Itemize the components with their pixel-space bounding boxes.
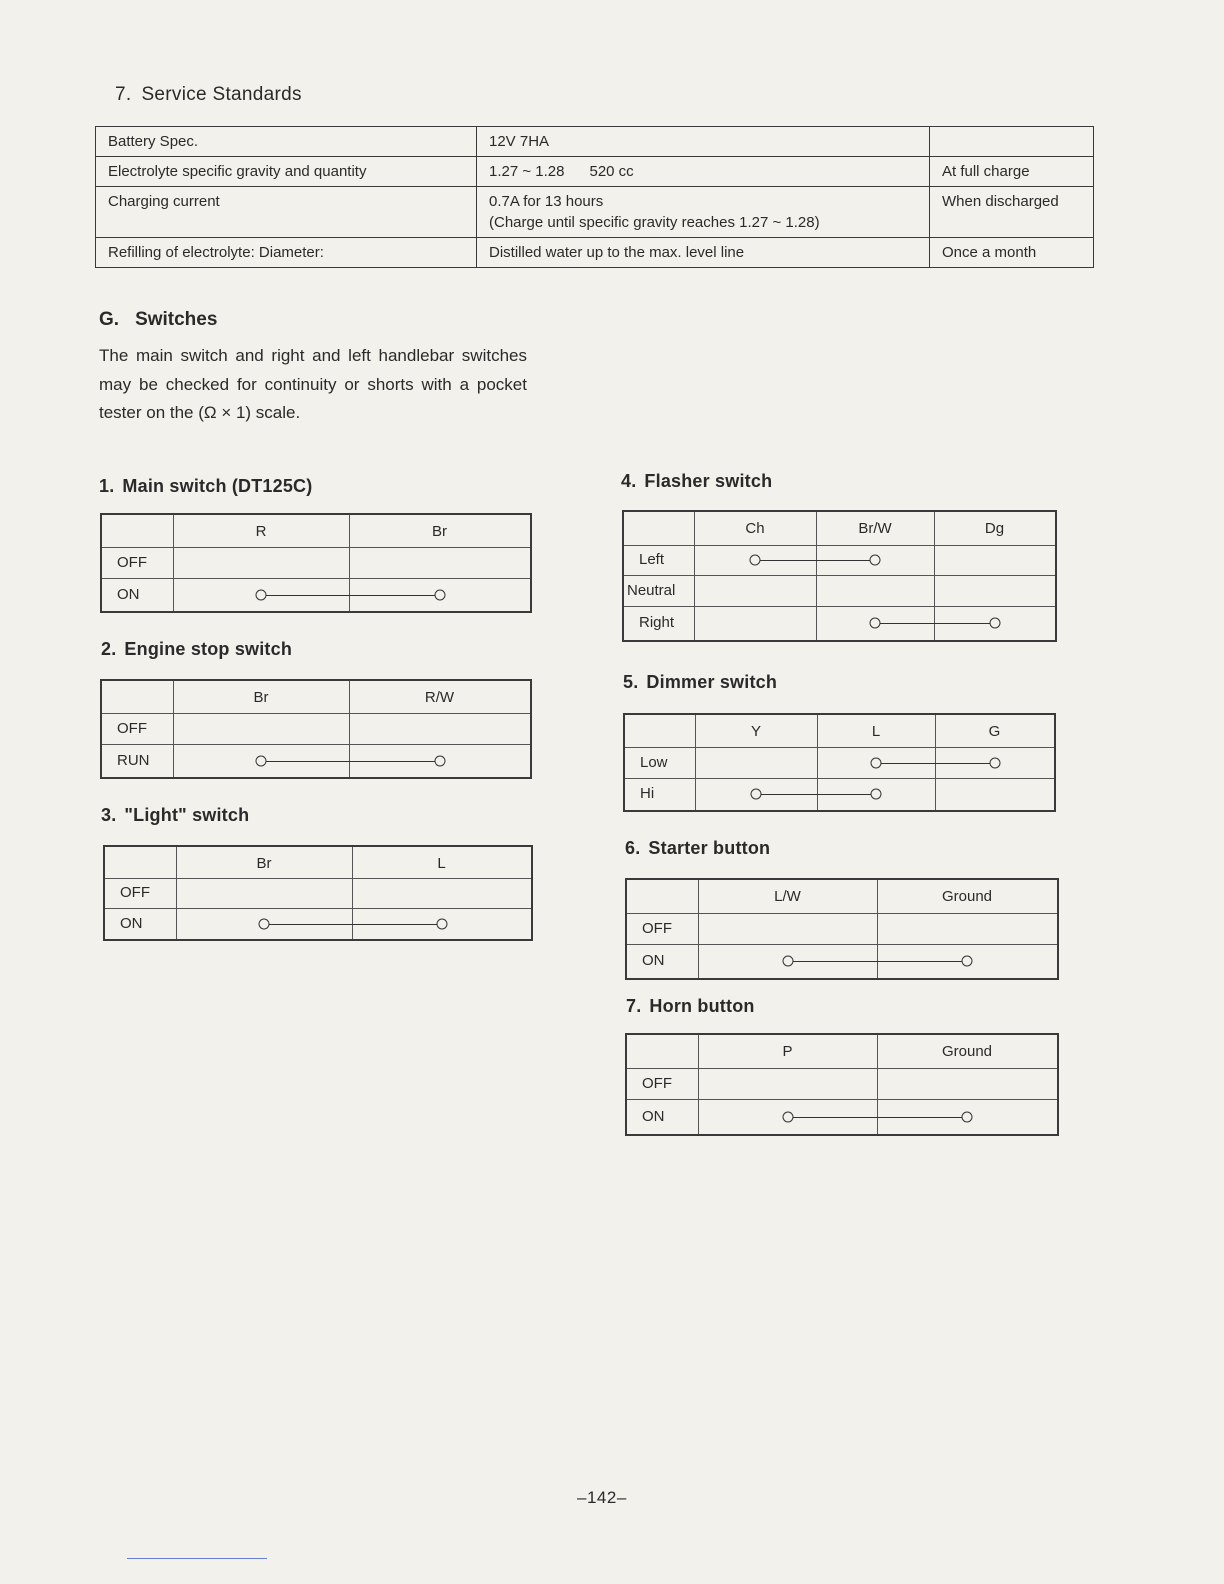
column-header: L/W (774, 888, 801, 905)
column-divider (934, 512, 935, 640)
light-switch-table (103, 845, 533, 941)
row-label: OFF (642, 1074, 672, 1092)
row-divider (627, 1068, 1057, 1069)
column-header: Y (750, 723, 762, 740)
column-divider (352, 847, 353, 939)
starter-button-table (625, 878, 1059, 980)
column-divider (695, 715, 696, 810)
title-text: Engine stop switch (124, 639, 293, 659)
terminal-node (782, 1111, 793, 1122)
terminal-node (870, 618, 881, 629)
column-divider (816, 512, 817, 640)
table-cell (930, 127, 1094, 157)
row-label: RUN (117, 751, 150, 769)
table-cell: When discharged (930, 187, 1094, 238)
continuity-line (261, 761, 440, 762)
starter-button-title (625, 838, 770, 859)
row-divider (625, 778, 1054, 779)
table-cell: 1.27 ~ 1.28 520 cc (477, 157, 930, 187)
row-label: ON (120, 914, 143, 932)
flasher-switch-table (622, 510, 1057, 642)
terminal-node (436, 918, 447, 929)
title-number: 2. (101, 639, 117, 659)
footer-rule (127, 1558, 267, 1559)
row-divider (624, 606, 1055, 607)
row-divider (627, 1099, 1057, 1100)
section-letter: G. (99, 309, 120, 330)
column-divider (698, 1035, 699, 1134)
column-divider (877, 1035, 878, 1134)
terminal-node (871, 757, 882, 768)
table-row (96, 127, 1094, 157)
row-label: OFF (117, 553, 147, 571)
title-number: 6. (625, 838, 641, 858)
service-standards-table (95, 126, 1094, 268)
continuity-line (755, 560, 875, 561)
row-divider (102, 578, 530, 579)
title-text: Flasher switch (644, 471, 773, 491)
title-number: 1. (99, 476, 115, 496)
column-header: Ch (745, 520, 765, 537)
section-title: Switches (135, 309, 218, 330)
title-text: "Light" switch (124, 805, 250, 825)
row-label: Low (640, 753, 668, 771)
light-switch-title (101, 805, 249, 826)
row-label: ON (642, 1107, 665, 1125)
section-number: 7. (115, 84, 132, 105)
row-divider (624, 575, 1055, 576)
table-cell: Charging current (96, 187, 477, 238)
row-divider (624, 545, 1055, 546)
continuity-line (264, 924, 442, 925)
title-number: 7. (626, 996, 642, 1016)
column-header: Dg (984, 520, 1005, 537)
column-divider (817, 715, 818, 810)
column-divider (349, 681, 350, 777)
column-divider (173, 681, 174, 777)
terminal-node (989, 757, 1000, 768)
terminal-node (259, 918, 270, 929)
continuity-line (788, 1117, 968, 1118)
title-number: 4. (621, 471, 637, 491)
main-switch-table (100, 513, 532, 613)
title-number: 3. (101, 805, 117, 825)
row-divider (105, 908, 531, 909)
column-header: Br (432, 523, 447, 540)
table-cell: Refilling of electrolyte: Diameter: (96, 238, 477, 268)
title-text: Starter button (648, 838, 771, 858)
row-label: OFF (120, 884, 150, 901)
table-row (96, 187, 1094, 238)
column-header: Ground (941, 888, 993, 905)
terminal-node (256, 589, 267, 600)
terminal-node (870, 555, 881, 566)
row-label: OFF (117, 719, 147, 737)
row-divider (102, 744, 530, 745)
continuity-line (788, 961, 968, 962)
column-header: Ground (941, 1043, 993, 1060)
table-cell: Battery Spec. (96, 127, 477, 157)
cell-line: (Charge until specific gravity reaches 1.27 ~ 1.28) (489, 214, 820, 231)
continuity-line (876, 763, 995, 764)
terminal-node (782, 956, 793, 967)
title-number: 5. (623, 672, 639, 692)
terminal-node (750, 555, 761, 566)
column-divider (694, 512, 695, 640)
horn-button-title (626, 996, 755, 1017)
continuity-line (756, 794, 876, 795)
column-divider (349, 515, 350, 611)
horn-button-table (625, 1033, 1059, 1136)
continuity-line (875, 623, 995, 624)
row-label: Neutral (627, 581, 676, 599)
row-label: OFF (642, 919, 672, 937)
flasher-switch-title (621, 471, 772, 492)
section-title: Service Standards (141, 84, 302, 105)
row-divider (627, 913, 1057, 914)
row-label: ON (117, 585, 140, 603)
table-cell: Distilled water up to the max. level line (477, 238, 930, 268)
column-header: Br (253, 689, 269, 706)
terminal-node (989, 618, 1000, 629)
terminal-node (751, 789, 762, 800)
title-text: Horn button (649, 996, 755, 1016)
cell-line: 0.7A for 13 hours (489, 193, 604, 210)
table-cell (477, 187, 930, 238)
table-row (96, 238, 1094, 268)
row-label: ON (642, 952, 665, 969)
terminal-node (256, 755, 267, 766)
column-header: Br (256, 855, 272, 872)
switches-heading (99, 309, 217, 331)
terminal-node (962, 1111, 973, 1122)
row-label: Right (639, 614, 675, 631)
column-header: R/W (424, 689, 455, 706)
dimmer-switch-table (623, 713, 1056, 812)
column-header: G (988, 723, 1001, 740)
page-number: –142– (577, 1488, 627, 1507)
column-header: Br/W (858, 520, 892, 537)
title-text: Main switch (DT125C) (122, 476, 313, 496)
dimmer-switch-title (623, 672, 777, 693)
terminal-node (434, 589, 445, 600)
column-divider (877, 880, 878, 978)
column-header: L (437, 855, 446, 872)
engine-stop-switch-table (100, 679, 532, 779)
column-header: L (871, 723, 881, 740)
terminal-node (962, 956, 973, 967)
continuity-line (261, 595, 440, 596)
switches-intro: The main switch and right and left handlebar switches may be checked for continuity or shorts with a pocket tester on the (Ω × 1) scale. (99, 346, 527, 422)
terminal-node (434, 755, 445, 766)
row-divider (102, 713, 530, 714)
row-divider (105, 878, 531, 879)
column-header: R (255, 523, 267, 540)
row-label: Left (639, 551, 665, 568)
table-cell: 12V 7HA (477, 127, 930, 157)
column-divider (173, 515, 174, 611)
engine-stop-switch-title (101, 639, 292, 660)
table-cell: At full charge (930, 157, 1094, 187)
row-divider (102, 547, 530, 548)
column-header: P (782, 1043, 793, 1060)
table-row (96, 157, 1094, 187)
row-divider (625, 747, 1054, 748)
column-divider (698, 880, 699, 978)
table-cell: Electrolyte specific gravity and quantity (96, 157, 477, 187)
title-text: Dimmer switch (646, 672, 778, 692)
row-divider (627, 944, 1057, 945)
column-divider (176, 847, 177, 939)
main-switch-title (99, 476, 312, 497)
terminal-node (871, 789, 882, 800)
table-cell: Once a month (930, 238, 1094, 268)
row-label: Hi (640, 785, 655, 802)
service-standards-heading (115, 84, 302, 106)
